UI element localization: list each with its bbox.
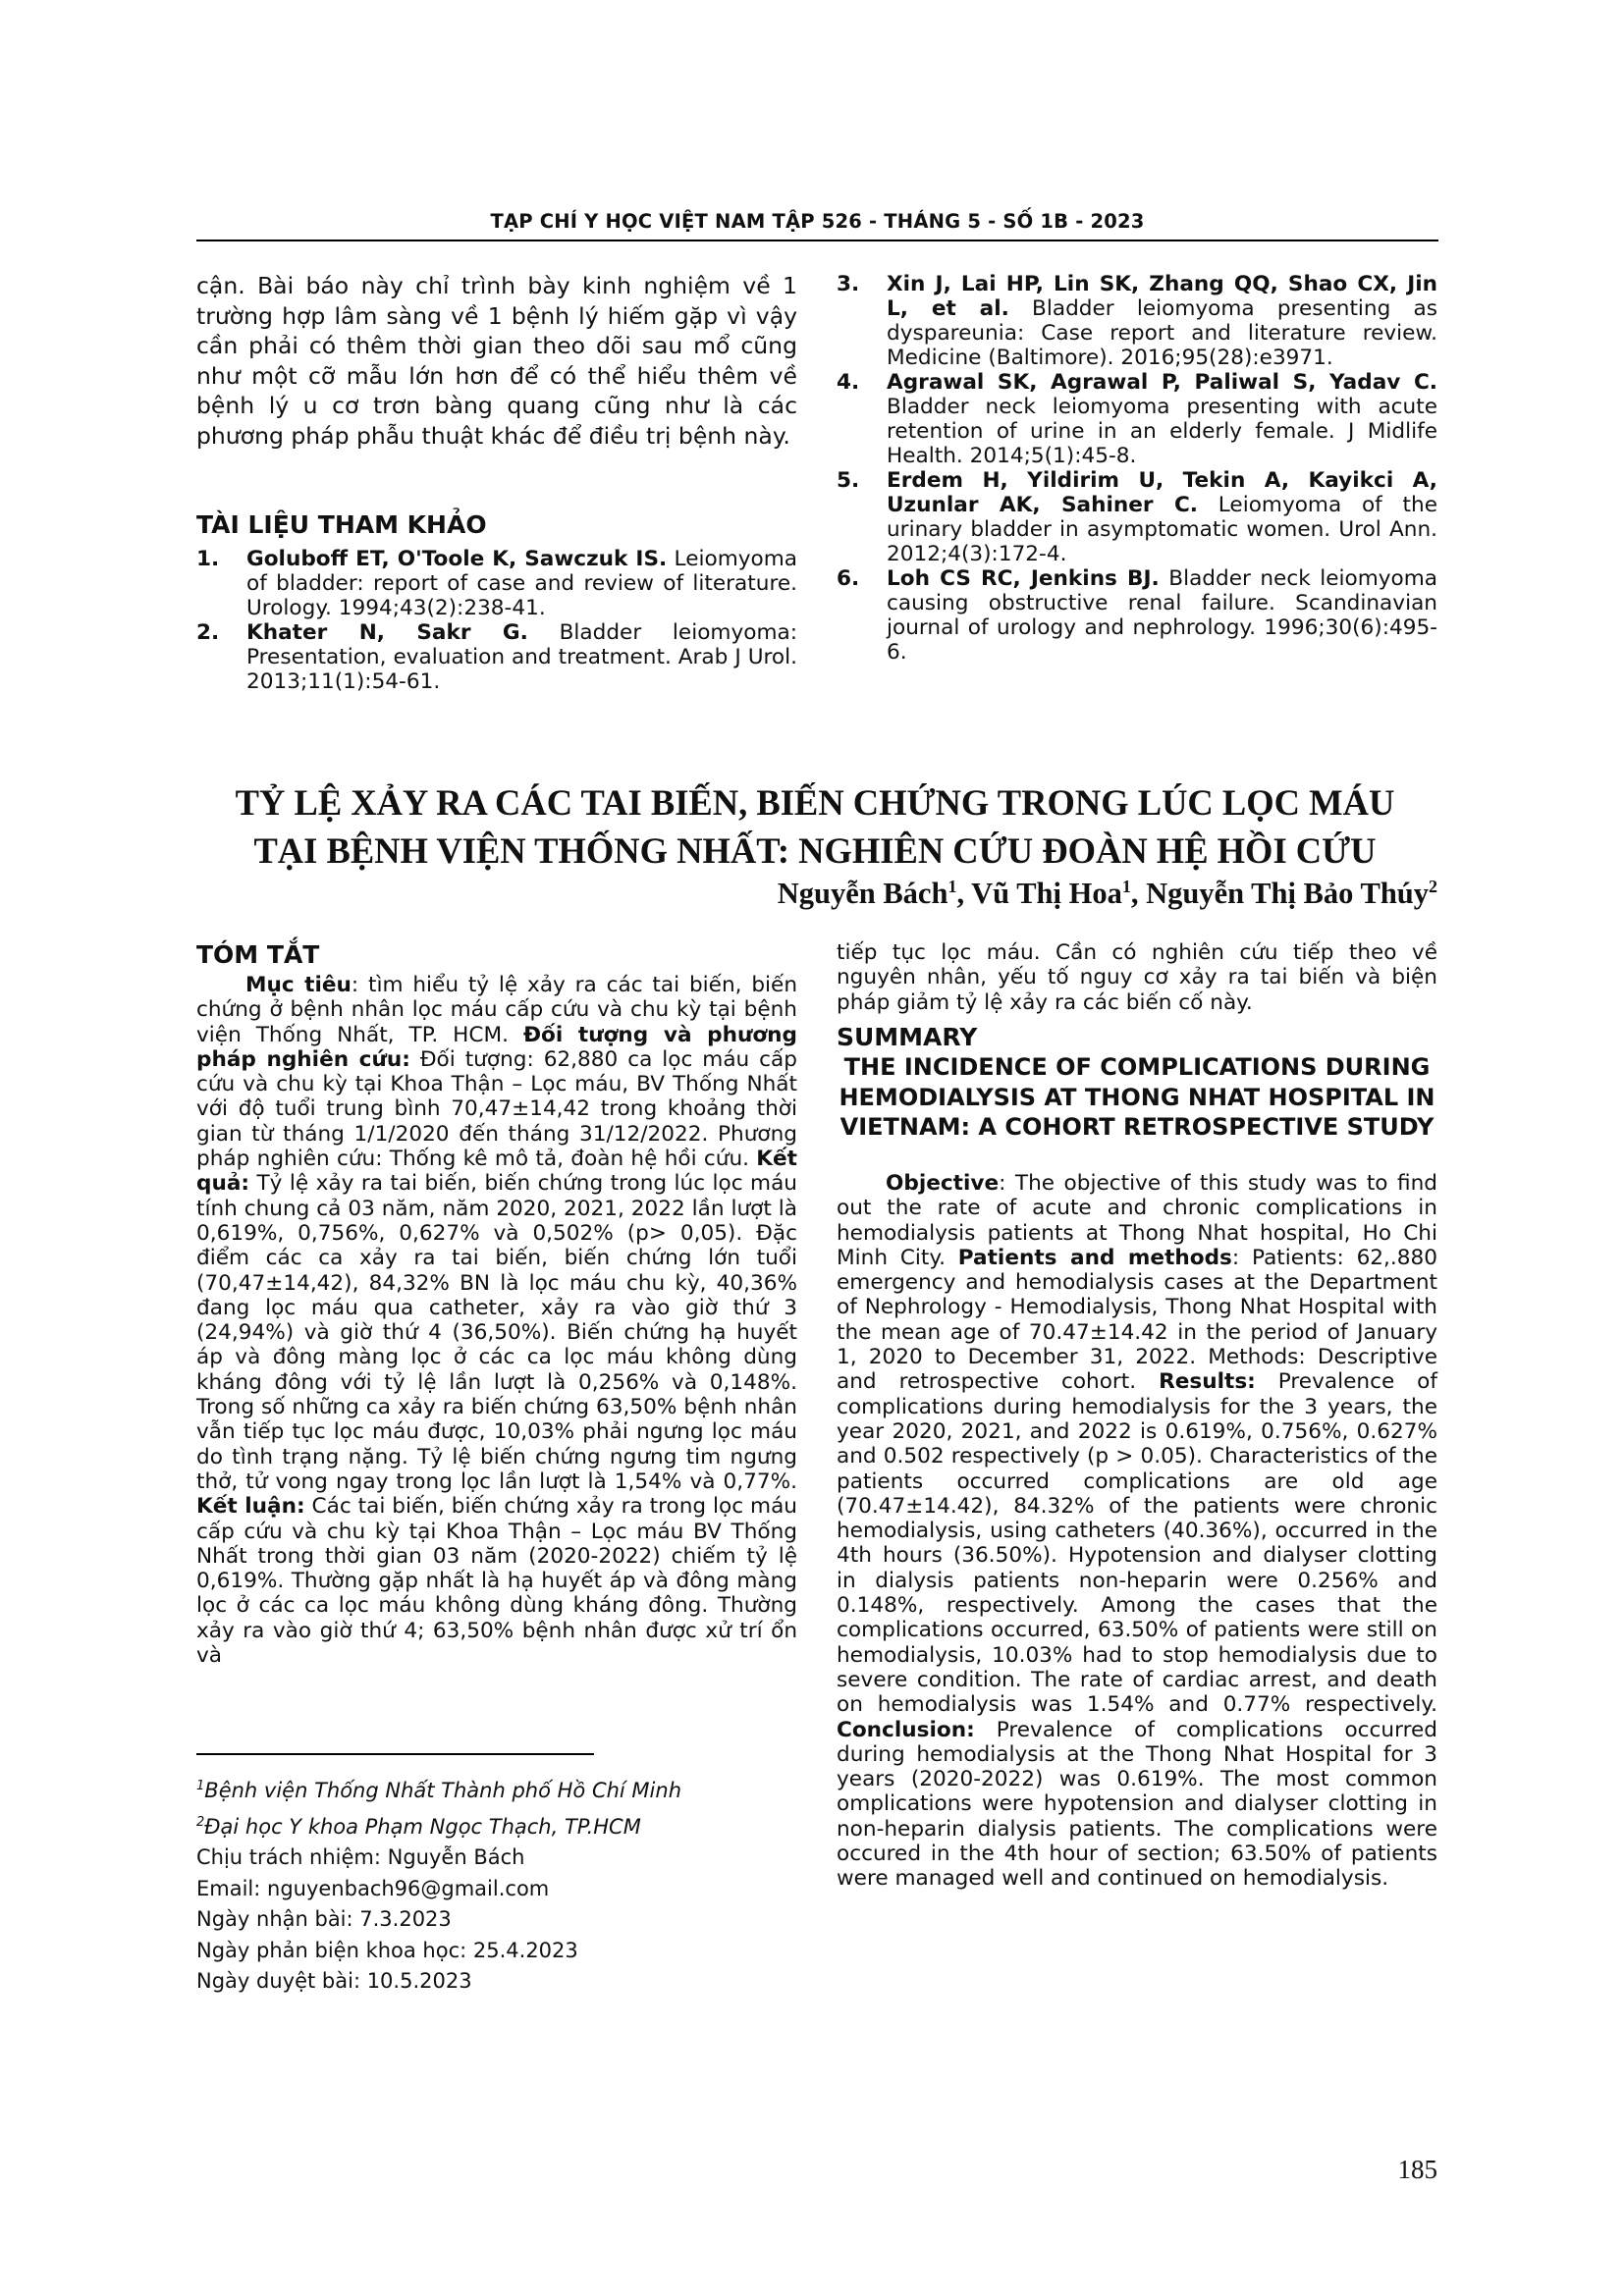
- abstract-vi-heading: TÓM TẮT: [196, 940, 320, 969]
- article-title-line: TỶ LỆ XẢY RA CÁC TAI BIẾN, BIẾN CHỨNG TRONG LÚC LỌC MÁU: [235, 782, 1395, 823]
- footnote-review-date: Ngày phản biện khoa học: 25.4.2023: [196, 1938, 578, 1962]
- conclusion-paragraph: cận. Bài báo này chỉ trình bày kinh nghiệm về 1 trường hợp lâm sàng về 1 bệnh lý hiếm gặp vì vậy cần phải có thêm thời gian theo dõi sau mổ cũng như một cỡ mẫu lớn hơn để có thể hiểu thêm về bệnh lý u cơ trơn bàng quang cũng như là các phương pháp phẫu thuật khác để điều trị bệnh này.: [196, 272, 797, 450]
- references-heading: TÀI LIỆU THAM KHẢO: [196, 510, 487, 539]
- summary-objective-text: : The objective of this study was to find out the rate of acute and chronic complications in hemodialysis patients at Thong Nhat hospital, Ho Chi Minh City.: [837, 1171, 1437, 1270]
- summary-objective-label: Objective: [886, 1171, 1000, 1196]
- summary-results-label: Results:: [1159, 1369, 1256, 1395]
- running-header: TẠP CHÍ Y HỌC VIỆT NAM TẬP 526 - THÁNG 5 - SỐ 1B - 2023: [490, 210, 1145, 233]
- objective-text: : tìm hiểu tỷ lệ xảy ra các tai biến, biến chứng ở bệnh nhân lọc máu cấp cứu và chu kỳ tại bệnh viện Thống Nhất, TP. HCM.: [196, 973, 798, 1047]
- summary-title: THE INCIDENCE OF COMPLICATIONS DURING HEMODIALYSIS AT THONG NHAT HOSPITAL IN VIETNAM: A COHORT RETROSPECTIVE STUDY: [839, 1053, 1435, 1141]
- reference-number: 5.: [837, 468, 860, 493]
- footnote-responsible: Chịu trách nhiệm: Nguyễn Bách: [196, 1845, 525, 1869]
- summary-methods-label: Patients and methods: [957, 1245, 1232, 1270]
- footnote-accepted-date: Ngày duyệt bài: 10.5.2023: [196, 1969, 472, 1993]
- author-list: [778, 877, 1437, 911]
- reference-number: 6.: [837, 566, 860, 591]
- reference-text: Bladder leiomyoma presenting as dyspareunia: Case report and literature review. Medicine (Baltimore). 2016;95(28):e3971.: [887, 296, 1437, 370]
- objective-label: Mục tiêu: [245, 973, 352, 997]
- results-text: Tỷ lệ xảy ra tai biến, biến chứng trong lúc lọc máu tính chung cả 03 năm, năm 2020, 2021, 2022 lần lượt là 0,619%, 0,756%, 0,627% và 0,502% (p> 0,05). Đặc điểm các ca xảy ra tai biến, biến chứng lớn tuổi (70,47±14,42), 84,32% BN là lọc máu chu kỳ, 40,36% đang lọc máu qua catheter, xảy ra vào giờ thứ 3 (24,94%) và giờ thứ 4 (36,50%). Biến chứng hạ huyết áp và đông màng lọc ở các ca lọc máu không dùng kháng đông với tỷ lệ lần lượt là 0,256% và 0,148%. Trong số những ca xảy ra biến chứng 63,50% bệnh nhân vẫn tiếp tục lọc máu được, 10,03% phải ngưng lọc máu do tình trạng nặng. Tỷ lệ biến chứng ngưng tim ngưng thở, tử vong ngay trong lọc lần lượt là 1,54% và 0,77%.: [196, 1171, 797, 1494]
- footnote-received-date: Ngày nhận bài: 7.3.2023: [196, 1907, 452, 1931]
- reference-authors: Khater N, Sakr G.: [246, 620, 528, 645]
- reference-authors: Xin J, Lai HP, Lin SK, Zhang QQ, Shao CX, Jin L, et al.: [887, 272, 1437, 321]
- reference-number: 3.: [837, 272, 860, 296]
- abstract-vi-continuation-text: tiếp tục lọc máu. Cần có nghiên cứu tiếp theo về nguyên nhân, yếu tố nguy cơ xảy ra tai biến và biện pháp giảm tỷ lệ xảy ra các biến cố này.: [837, 940, 1437, 1015]
- abstract-vi-body: [196, 973, 797, 1668]
- references-list-right: [837, 272, 1437, 665]
- summary-methods-text: : Patients: 62,.880 emergency and hemodialysis cases at the Department of Nephrology - Hemodialysis, Thong Nhat Hospital with the mean age of 70.47±14.42 in the period of January 1, 2020 to December 31, 2022. Methods: Descriptive and retrospective cohort.: [837, 1245, 1437, 1395]
- author-separator: ,: [956, 877, 972, 911]
- footnotes: [196, 1771, 825, 1998]
- footnote-marker: 1: [196, 1779, 205, 1793]
- reference-text: Bladder neck leiomyoma presenting with acute retention of urine in an elderly female. J Midlife Health. 2014;5(1):45-8.: [887, 395, 1437, 468]
- footnote-affiliation-2: [196, 1807, 825, 1843]
- methods-label: Đối tượng và phương pháp nghiên cứu:: [196, 1022, 797, 1072]
- page-number: 185: [1397, 2155, 1437, 2184]
- article-title-line: TẠI BỆNH VIỆN THỐNG NHẤT: NGHIÊN CỨU ĐOÀN HỆ HỒI CỨU: [253, 830, 1377, 871]
- reference-authors: Goluboff ET, O'Toole K, Sawczuk IS.: [246, 547, 668, 571]
- reference-number: 2.: [196, 620, 220, 645]
- author-name: Vũ Thị Hoa: [971, 877, 1122, 911]
- header-rule: [196, 240, 1438, 241]
- reference-number: 1.: [196, 547, 220, 571]
- reference-authors: Erdem H, Yildirim U, Tekin A, Kayikci A, Uzunlar AK, Sahiner C.: [887, 468, 1437, 517]
- reference-text: Bladder neck leiomyoma causing obstructive renal failure. Scandinavian journal of urology and nephrology. 1996;30(6):495-6.: [887, 566, 1437, 665]
- summary-conclusion-text: Prevalence of complications occurred during hemodialysis at the Thong Nhat Hospital for 3 years (2020-2022) was 0.619%. The most common omplications were hypotension and dialyser clotting in non-heparin dialysis patients. The complications were occured in the 4th hour of section; 63.50% of patients were managed well and continued on hemodialysis.: [837, 1717, 1437, 1892]
- reference-item: [196, 547, 797, 620]
- reference-authors: Agrawal SK, Agrawal P, Paliwal S, Yadav C.: [887, 370, 1437, 395]
- author-affiliation: 1: [947, 877, 957, 896]
- footnote-email: Email: nguyenbach96@gmail.com: [196, 1876, 550, 1900]
- article-title: [157, 778, 1473, 875]
- reference-text: Bladder leiomyoma: Presentation, evaluation and treatment. Arab J Urol. 2013;11(1):54-61.: [246, 620, 797, 694]
- author-affiliation: 1: [1121, 877, 1131, 896]
- abstract-vi-paragraph: [196, 973, 797, 1668]
- references-list-left: [196, 547, 797, 694]
- summary-heading: SUMMARY: [837, 1023, 978, 1051]
- reference-item: [837, 370, 1437, 468]
- reference-item: [837, 468, 1437, 566]
- reference-number: 4.: [837, 370, 860, 395]
- results-label: Kết quả:: [196, 1147, 797, 1197]
- reference-authors: Loh CS RC, Jenkins BJ.: [887, 566, 1160, 591]
- reference-text: Leiomyoma of the urinary bladder in asymptomatic women. Urol Ann. 2012;4(3):172-4.: [887, 493, 1437, 566]
- author-name: Nguyễn Thị Bảo Thúy: [1146, 877, 1429, 911]
- author-affiliation: 2: [1429, 877, 1437, 896]
- reference-item: [196, 620, 797, 694]
- abstract-vi-continuation: [837, 940, 1437, 1015]
- footnote-text: Bệnh viện Thống Nhất Thành phố Hồ Chí Minh: [204, 1779, 681, 1802]
- author-separator: ,: [1130, 877, 1147, 911]
- footnote-affiliation-1: [196, 1771, 825, 1807]
- author-name: Nguyễn Bách: [777, 877, 948, 911]
- previous-article-conclusion: [196, 271, 797, 451]
- conclusion-text: Các tai biến, biến chứng xảy ra trong lọc máu cấp cứu và chu kỳ tại Khoa Thận – Lọc máu BV Thống Nhất trong thời gian 03 năm (2020-2022) chiếm tỷ lệ 0,619%. Thường gặp nhất là hạ huyết áp và đông màng lọc ở các ca lọc máu không dùng kháng đông. Thường xảy ra vào giờ thứ 4; 63,50% bệnh nhân được xử trí ổn và: [196, 1494, 797, 1669]
- summary-conclusion-label: Conclusion:: [837, 1717, 975, 1742]
- conclusion-label: Kết luận:: [196, 1494, 305, 1520]
- reference-text: Leiomyoma of bladder: report of case and review of literature. Urology. 1994;43(2):238-41.: [246, 547, 797, 620]
- reference-item: [837, 272, 1437, 370]
- footnote-text: Đại học Y khoa Phạm Ngọc Thạch, TP.HCM: [204, 1814, 641, 1839]
- reference-item: [837, 566, 1437, 665]
- footnote-marker: 2: [196, 1814, 205, 1830]
- footnote-rule: [196, 1753, 594, 1755]
- summary-body: [837, 1171, 1437, 1892]
- summary-results-text: Prevalence of complications during hemodialysis for the 3 years, the year 2020, 2021, and 2022 is 0.619%, 0.756%, 0.627% and 0.502 respectively (p > 0.05). Characteristics of the patients occurred complications are old age (70.47±14.42), 84.32% of the patients were chronic hemodialysis, using catheters (40.36%), occurred in the 4th hours (36.50%). Hypotension and dialyser clotting in dialysis patients non-heparin were 0.256% and 0.148%, respectively. Among the cases that the complications occurred, 63.50% of patients were still on hemodialysis, 10.03% had to stop hemodialysis due to severe condition. The rate of cardiac arrest, and death on hemodialysis was 1.54% and 0.77% respectively.: [837, 1369, 1437, 1718]
- methods-text: Đối tượng: 62,880 ca lọc máu cấp cứu và chu kỳ tại Khoa Thận – Lọc máu, BV Thống Nhất với độ tuổi trung bình 70,47±14,42 trong khoảng thời gian từ tháng 1/1/2020 đến tháng 31/12/2022. Phương pháp nghiên cứu: Thống kê mô tả, đoàn hệ hồi cứu.: [196, 1046, 797, 1172]
- summary-paragraph: [837, 1171, 1437, 1892]
